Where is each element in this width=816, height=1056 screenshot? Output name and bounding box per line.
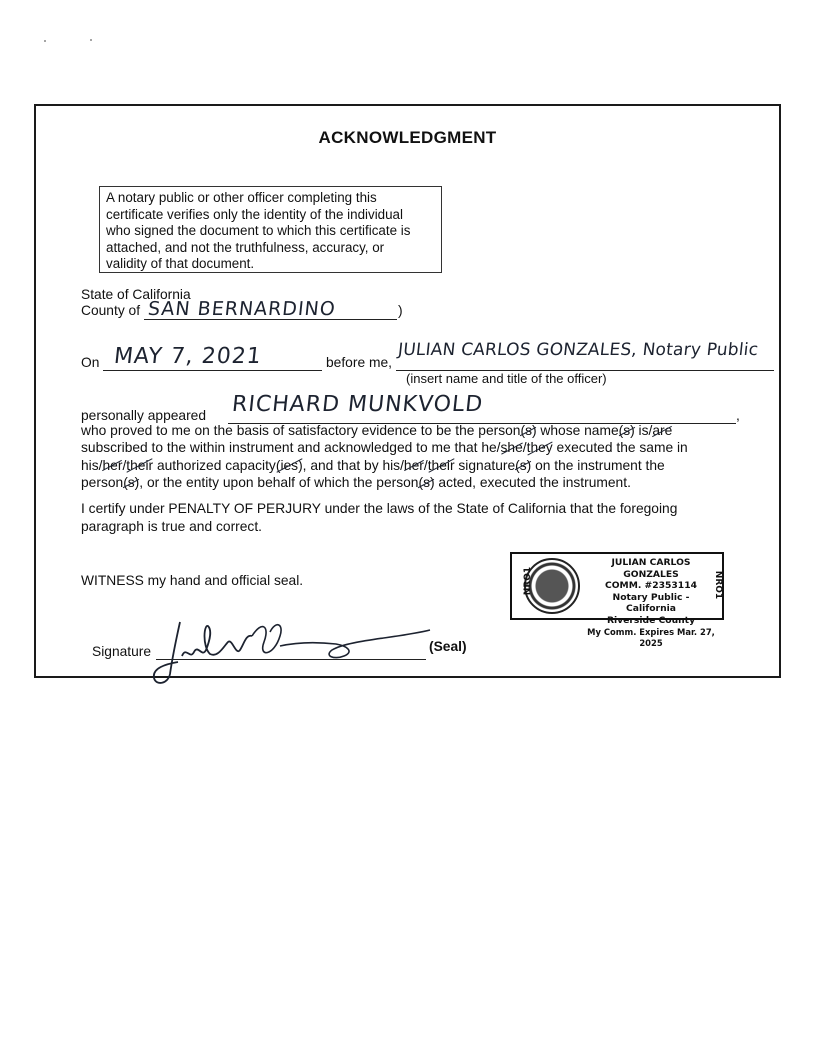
proof-paragraph	[81, 422, 781, 492]
personally-appeared-label: personally appeared	[81, 408, 207, 423]
county-close-paren: )	[398, 303, 403, 318]
struck-text: her	[403, 457, 424, 473]
notary-stamp	[510, 552, 724, 649]
struck-text: are	[652, 423, 673, 438]
proof-line-4: person(s), or the entity upon behalf of which the person(s) acted, executed the instrument.	[81, 475, 631, 491]
before-me-label: before me,	[326, 355, 392, 370]
certify-line-2: paragraph is true and correct.	[81, 519, 262, 534]
officer-caption: (insert name and title of the officer)	[406, 371, 607, 386]
appeared-name-handwritten: RICHARD MUNKVOLD	[230, 392, 485, 417]
stamp-line: Riverside County	[606, 614, 696, 626]
struck-text: (s)	[618, 423, 635, 438]
stamp-line: JULIAN CARLOS GONZALES	[611, 557, 691, 580]
struck-text: they	[526, 440, 553, 456]
on-label: On	[81, 355, 100, 370]
acknowledgment-form	[34, 104, 781, 678]
scan-speck	[90, 39, 92, 41]
stamp-side-code: NRO1	[713, 570, 724, 600]
notice-line: attached, and not the truthfulness, accuracy, or	[106, 239, 385, 255]
date-field-line	[103, 370, 322, 371]
struck-text: (s)	[123, 475, 140, 491]
seal-label: (Seal)	[429, 639, 467, 654]
scan-speck	[44, 40, 46, 42]
stamp-side-code: NRO1	[523, 566, 534, 596]
stamp-line: My Comm. Expires Mar. 27, 2025	[587, 626, 715, 649]
certify-line-1: I certify under PENALTY OF PERJURY under the laws of the State of California that the foregoing	[81, 501, 678, 516]
struck-text: their	[126, 457, 154, 473]
struck-text: (s)	[418, 475, 435, 491]
proof-line-1: who proved to me on the basis of satisfactory evidence to be the person(s) whose name(s) is/are	[81, 423, 673, 438]
notice-box	[99, 186, 442, 273]
proof-line-2: subscribed to the within instrument and acknowledged to me that he/she/they executed the same in	[81, 440, 688, 456]
date-handwritten: MAY 7, 2021	[112, 344, 264, 369]
witness-statement: WITNESS my hand and official seal.	[81, 573, 304, 588]
proof-line-3: his/her/their authorized capacity(ies), and that by his/her/their signature(s) on the instrument the	[81, 457, 665, 473]
signature-label: Signature	[92, 644, 152, 659]
handwritten-signature	[148, 616, 438, 690]
state-label: State of California	[81, 287, 191, 302]
struck-text: their	[427, 457, 455, 473]
stamp-text	[586, 557, 716, 650]
struck-text: she	[500, 440, 523, 456]
appeared-comma: ,	[736, 408, 740, 423]
stamp-line: Notary Public - California	[612, 591, 690, 615]
stamp-line: COMM. #2353114	[605, 580, 697, 592]
notice-line: who signed the document to which this certificate is	[106, 223, 411, 239]
struck-text: (s)	[515, 457, 532, 473]
county-handwritten: SAN BERNARDINO	[146, 298, 337, 320]
struck-text: (ies)	[275, 457, 303, 473]
struck-text: her	[102, 457, 123, 473]
notice-line: certificate verifies only the identity of the individual	[106, 206, 403, 222]
notice-line: validity of that document.	[106, 256, 255, 272]
struck-text: (s)	[520, 423, 537, 438]
officer-handwritten: JULIAN CARLOS GONZALES, Notary Public	[396, 340, 760, 360]
notice-line: A notary public or other officer completing this	[106, 190, 377, 205]
form-title: ACKNOWLEDGMENT	[318, 128, 497, 147]
county-label: County of	[81, 303, 141, 318]
